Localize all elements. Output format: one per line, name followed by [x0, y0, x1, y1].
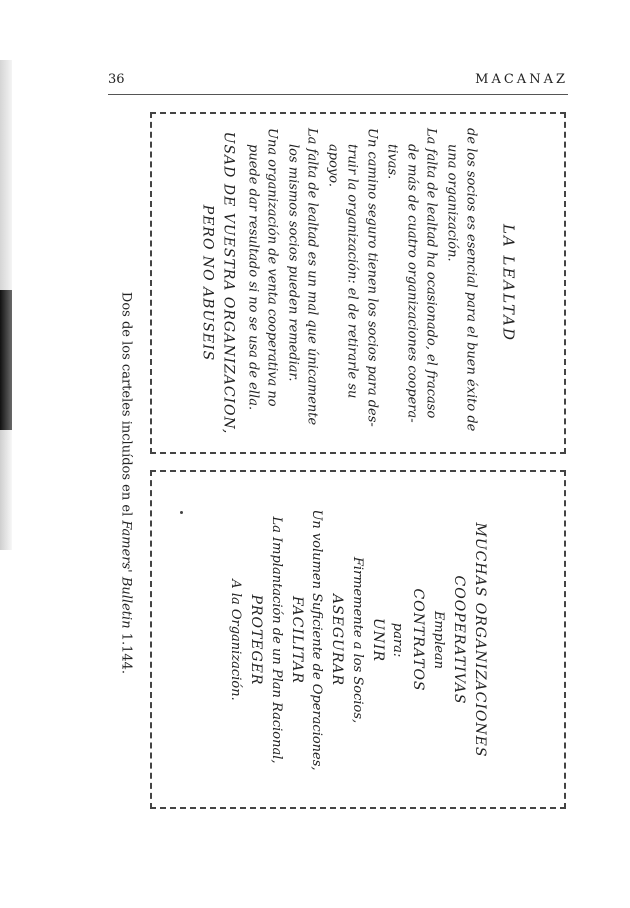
- poster-org-line: FACILITAR: [289, 595, 305, 684]
- page-number: 36: [108, 72, 125, 87]
- scan-edge-shadow: [0, 430, 12, 550]
- poster-organizaciones-text: [226, 482, 490, 797]
- running-head: MACANAZ: [475, 72, 568, 87]
- caption-prefix: Dos de los carteles incluídos en el: [118, 291, 134, 521]
- scan-edge-shadow-dark: [0, 290, 12, 430]
- poster-lealtad-closing: USAD DE VUESTRA ORGANIZACION,: [220, 131, 237, 435]
- caption-publication: Famers' Bulletin: [118, 520, 134, 629]
- poster-org-line: Emplean: [431, 610, 446, 669]
- caption-suffix: 1.144.: [118, 628, 134, 675]
- poster-lealtad-paragraph: Una organización de venta cooperativa no puede dar resultado si no se usa de ella.: [245, 128, 280, 411]
- page-header: [108, 72, 568, 92]
- scan-edge-shadow: [0, 60, 12, 290]
- figure-caption: [111, 288, 141, 678]
- poster-organizaciones: [150, 470, 566, 809]
- poster-lealtad-closing: PERO NO ABUSEIS: [199, 204, 216, 362]
- poster-org-line: A la Organización.: [228, 578, 244, 701]
- poster-lealtad-title: LA LEALTAD: [499, 223, 518, 343]
- poster-lealtad-paragraph: La falta de lealtad ha ocasionado, el fracaso de más de cuatro organizaciones cooperativas.: [384, 128, 439, 423]
- poster-org-line: PROTEGER: [248, 594, 265, 685]
- poster-org-line: MUCHAS ORGANIZACIONES: [472, 522, 488, 757]
- figure-caption-text: [119, 288, 134, 678]
- poster-lealtad-paragraph: La falta de lealtad es un mal que únicamente los mismos socios pueden remediar.: [285, 128, 320, 426]
- header-rule: [108, 94, 568, 95]
- poster-org-line: CONTRATOS: [410, 587, 427, 692]
- poster-org-line: para:: [390, 622, 406, 657]
- poster-org-line: UNIR: [370, 617, 386, 662]
- poster-lealtad-text: [197, 128, 520, 438]
- poster-lealtad-paragraph: Un camino seguro tienen los socios para destruir la organización: el de retirarle su apoyo.: [325, 128, 380, 427]
- poster-lealtad-paragraph: de los socios es esencial para el buen éxito de una organización.: [444, 128, 479, 432]
- poster-lealtad: [150, 112, 566, 454]
- bullet-dot: [180, 511, 183, 514]
- poster-org-line: Un volumen Suficiente de Operaciones,: [309, 508, 325, 771]
- poster-org-line: La Implantación de un Plan Racional,: [269, 515, 284, 764]
- poster-org-line: Firmemente a los Socios,: [350, 556, 365, 723]
- poster-org-line: COOPERATIVAS: [451, 575, 467, 704]
- poster-org-line: ASEGURAR: [329, 593, 346, 686]
